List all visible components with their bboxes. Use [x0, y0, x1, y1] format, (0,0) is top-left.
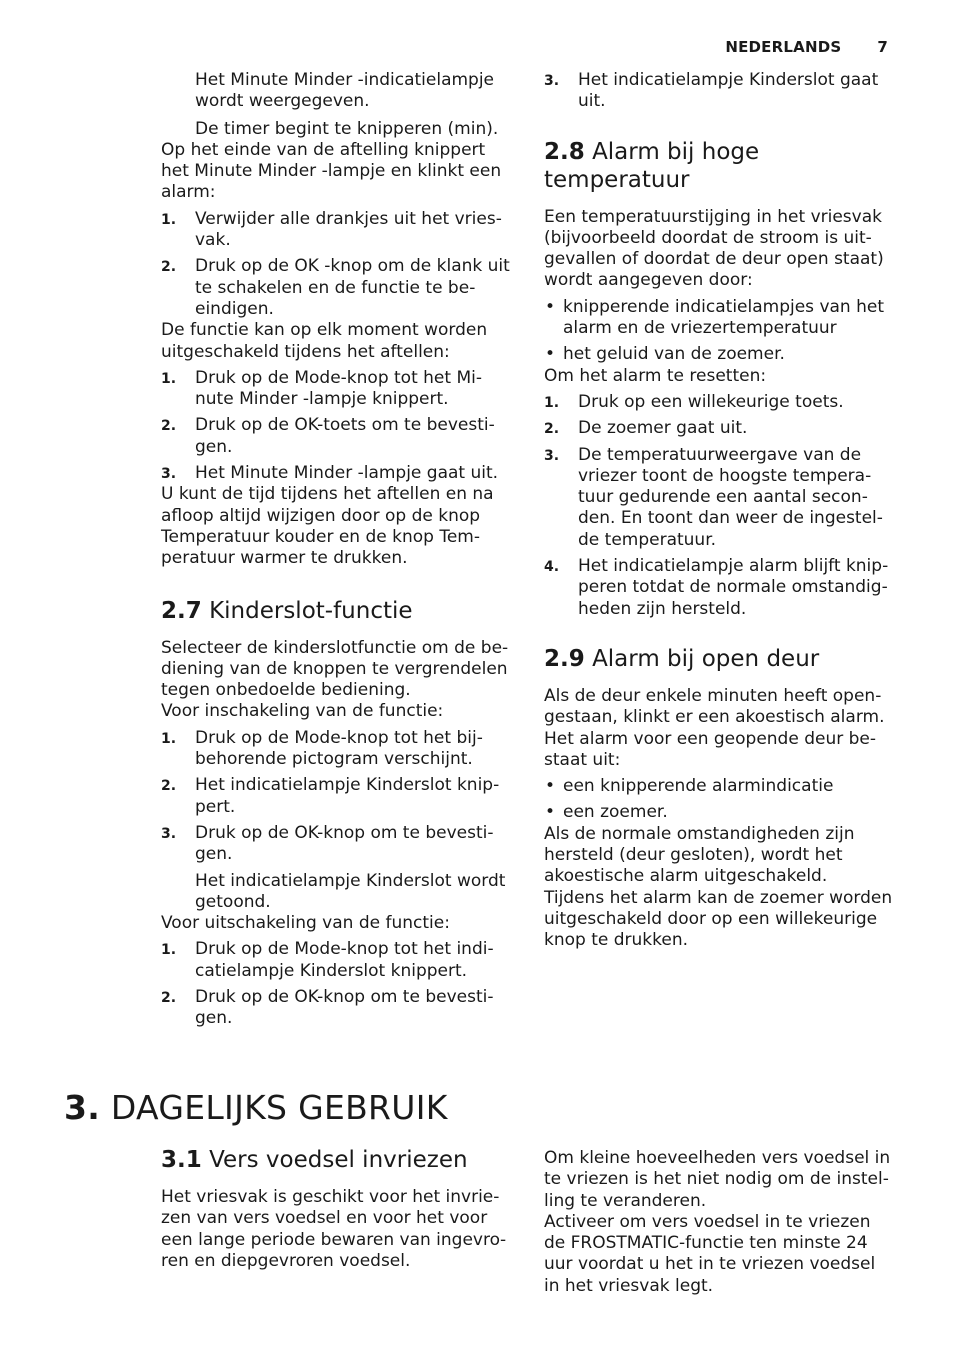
section-heading-2-7: 2.7 Kinderslot-functie [161, 597, 413, 624]
paragraph: U kunt de tijd tijdens het aftellen en na afloop altijd wijzigen door op de knop Temperatuur kouder en de knop Temperatuur warmer te drukken. [161, 484, 494, 569]
bullet-item: • een zoemer. [545, 802, 668, 823]
step-item: 1. Druk op de Mode-knop tot het indicatielampje Kinderslot knippert. [161, 939, 494, 981]
bullet-item: • het geluid van de zoemer. [545, 344, 785, 365]
right-column [544, 70, 894, 952]
page-header [725, 38, 888, 56]
paragraph: Tijdens het alarm kan de zoemer worden uitgeschakeld door op een willekeurige knop te drukken. [544, 887, 893, 951]
step-item: 2. Het indicatielampje Kinderslot knippert. [161, 775, 500, 817]
left-column [161, 70, 511, 1030]
paragraph: Een temperatuurstijging in het vriesvak (bijvoorbeeld doordat de stroom is uitgevallen of doordat de deur open staat) wordt aangegeven door: [544, 206, 884, 291]
page-number: 7 [877, 38, 888, 56]
step-item: 1. Druk op de Mode-knop tot het Minute Minder -lampje knippert. [161, 367, 482, 410]
paragraph: Voor uitschakeling van de functie: [161, 913, 450, 934]
step-item: 1. Verwijder alle drankjes uit het vriesvak. [161, 208, 502, 251]
step-item: 3. Het Minute Minder -lampje gaat uit. [161, 463, 499, 484]
indented-result: Het indicatielampje Kinderslot wordt getoond. [195, 870, 506, 912]
step-item: 4. Het indicatielampje alarm blijft knipperen totdat de normale omstandigheden zijn hersteld. [544, 556, 889, 619]
step-item: 2. Druk op de OK-knop om te bevestigen. [161, 986, 494, 1029]
paragraph: Activeer om vers voedsel in te vriezen de FROSTMATIC-functie ten minste 24 uur voordat u het in te vriezen voedsel in het vriesvak legt. [544, 1211, 876, 1296]
paragraph: Om kleine hoeveelheden vers voedsel in te vriezen is het niet nodig om de instelling te veranderen. [544, 1148, 891, 1211]
paragraph: Op het einde van de aftelling knippert het Minute Minder -lampje en klinkt een alarm: [161, 139, 502, 203]
step-item: 3. Het indicatielampje Kinderslot gaat uit. [544, 70, 879, 112]
bullet-item: • een knipperende alarmindicatie [545, 776, 834, 797]
header-language: NEDERLANDS [725, 38, 842, 56]
step-item: 1. Druk op de Mode-knop tot het bijbehorende pictogram verschijnt. [161, 727, 483, 770]
indented-result: Het Minute Minder -indicatielampje wordt weergegeven. [195, 70, 495, 112]
section-3-1-left [161, 1146, 511, 1272]
indented-result: De timer begint te knipperen (min). [195, 118, 499, 139]
paragraph: De functie kan op elk moment worden uitgeschakeld tijdens het aftellen: [161, 320, 488, 362]
section-heading-3-1: 3.1 Vers voedsel invriezen [161, 1147, 468, 1173]
step-item: 2. Druk op de OK-toets om te bevestigen. [161, 415, 495, 457]
bullet-item: • knipperende indicatielampjes van het alarm en de vriezertemperatuur [545, 296, 884, 339]
section-heading-2-9: 2.9 Alarm bij open deur [544, 645, 820, 672]
paragraph: Selecteer de kinderslotfunctie om de bediening van de knoppen te vergrendelen tegen onbedoelde bediening. [161, 637, 509, 701]
step-item: 1. Druk op een willekeurige toets. [544, 391, 844, 412]
section-3-1-right [544, 1148, 894, 1297]
chapter-title: 3. DAGELIJKS GEBRUIK [64, 1088, 448, 1127]
paragraph: Als de normale omstandigheden zijn hersteld (deur gesloten), wordt het akoestische alarm uitgeschakeld. [544, 823, 855, 887]
paragraph: Als de deur enkele minuten heeft opengestaan, klinkt er een akoestisch alarm. Het alarm voor een geopende deur bestaat uit: [544, 685, 885, 770]
step-item: 2. De zoemer gaat uit. [544, 418, 748, 439]
step-item: 3. De temperatuurweergave van de vriezer toont de hoogste temperatuur gedurende een aantal seconden. En toont dan weer de ingestelde temperatuur. [544, 444, 883, 550]
paragraph: Om het alarm te resetten: [544, 365, 767, 386]
paragraph: Voor inschakeling van de functie: [161, 701, 444, 722]
step-item: 2. Druk op de OK -knop om de klank uit te schakelen en de functie te beeindigen. [161, 256, 510, 319]
paragraph: Het vriesvak is geschikt voor het invriezen van vers voedsel en voor het voor een lange periode bewaren van ingevroren en diepgevroren voedsel. [161, 1187, 507, 1271]
section-heading-2-8: 2.8 Alarm bij hoge temperatuur [544, 138, 760, 193]
step-item: 3. Druk op de OK-knop om te bevestigen. [161, 822, 494, 865]
